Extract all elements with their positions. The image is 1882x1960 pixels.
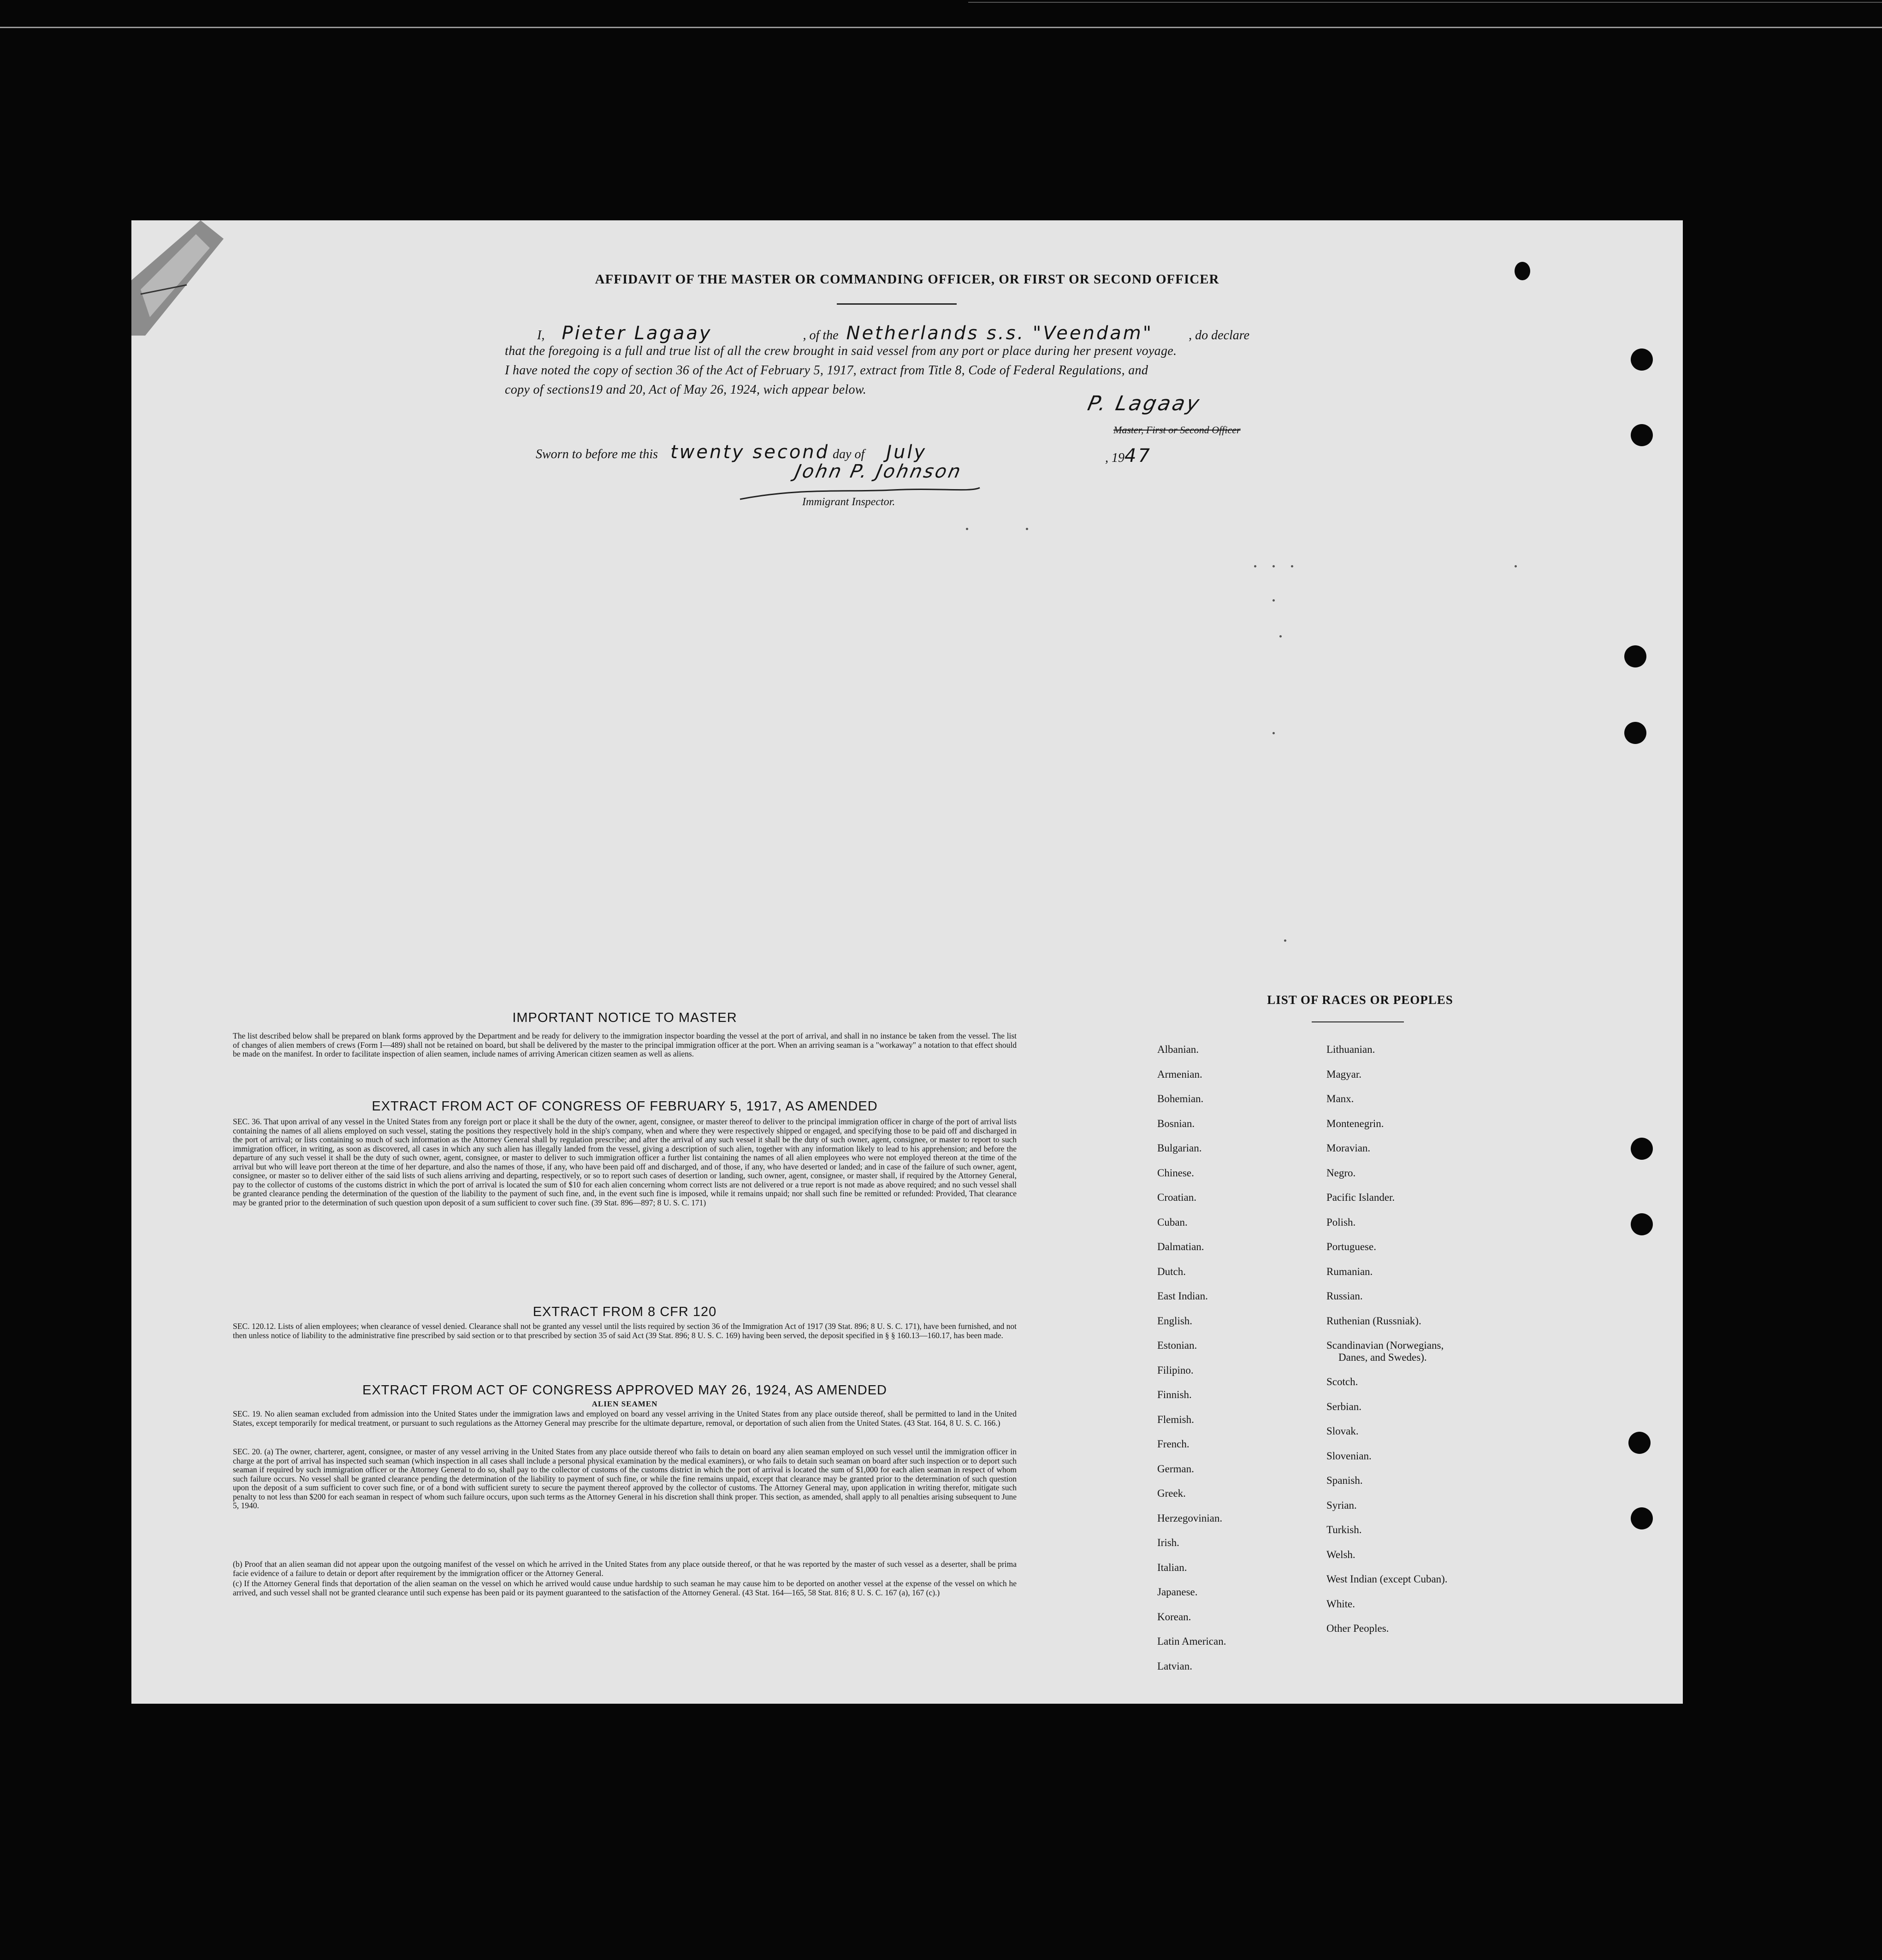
race-item: Magyar. xyxy=(1326,1068,1362,1080)
scan-speck xyxy=(1254,565,1256,567)
year-line xyxy=(1105,445,1152,466)
extract-1924-subtitle: ALIEN SEAMEN xyxy=(592,1399,658,1408)
extract-1924-sec20c: (c) If the Attorney General finds that deportation of the alien seaman on the vessel on which he arrived would cause undue hardship to such seaman he may cause him to be deported on another vessel at the expense of the vessel on which he arrived, and such vessel shall not be granted clearance until such expense has been paid or its payment guaranteed to the satisfaction of the Attorney General. (43 Stat. 164—165, 58 Stat. 816; 8 U. S. C. 167 (a), 167 (c).) xyxy=(233,1579,1017,1597)
race-item: Russian. xyxy=(1326,1290,1363,1302)
race-item: Filipino. xyxy=(1157,1364,1194,1376)
race-item: Scandinavian (Norwegians, xyxy=(1326,1340,1444,1351)
race-item: German. xyxy=(1157,1463,1194,1475)
sworn-line xyxy=(536,442,927,463)
declaration-line-3: I have noted the copy of section 36 of the Act of February 5, 1917, extract from Title 8, Code of Federal Regulations, and xyxy=(505,363,1148,378)
declaration-line-4: copy of sections19 and 20, Act of May 26, 1924, wich appear below. xyxy=(505,383,866,397)
race-item: Moravian. xyxy=(1326,1142,1371,1154)
master-name: Pieter Lagaay xyxy=(562,323,712,344)
race-item: Bulgarian. xyxy=(1157,1142,1202,1154)
race-item: Finnish. xyxy=(1157,1389,1192,1400)
inspector-signature: John P. Johnson xyxy=(793,461,965,482)
race-item: Pacific Islander. xyxy=(1326,1192,1395,1203)
race-item: Polish. xyxy=(1326,1216,1356,1228)
extract-1917-text: SEC. 36. That upon arrival of any vessel in the United States from any foreign port or place it shall be the duty of the owner, agent, consignee, or master thereof to deliver to the principal immigration officer in charge of the port of arrival lists containing the names of all aliens employed on such vessel, stating the positions they respectively hold in the ship's company, when and where they were respectively shipped or engaged, and specifying those to be paid off and discharged in the port of arrival; or lists containing so much of such information as the Attorney General shall by regulation prescribe; and after the arrival of any such vessel it shall be the duty of such owner, agent, consignee, or master to report to such immigration officer, in writing, as soon as discovered, all cases in which any such alien has illegally landed from the vessel, giving a description of such alien, together with any information likely to lead to his apprehension; and before the departure of any such vessel it shall be the duty of such owner, agent, consignee, or master to deliver to such immigration officer a further list containing the names of all alien employees who were not employed thereon at the time of the arrival but who will leave port thereon at the time of her departure, and also the names of those, if any, who have been paid off and discharged, and of those, if any, who have deserted or landed; and in case of the failure of such owner, agent, consignee, or master so to deliver either of the said lists of such aliens arriving and departing, respectively, or so to report such cases of desertion or landing, such owner, agent, consignee, or master shall, if required by the Attorney General, pay to the collector of customs of the customs district in which the port of arrival is located the sum of $10 for each alien concerning whom correct lists are not delivered or a true report is not made as above required; and no such vessel shall be granted clearance pending the determination of the question of the liability to the payment of such fine, and, in the event such fine is imposed, while it remains unpaid; nor shall such fine be remitted or refunded: Provided, That clearance may be granted prior to the determination of such question upon deposit of a sum sufficient to cover such fine. (39 Stat. 896—897; 8 U. S. C. 171) xyxy=(233,1117,1017,1207)
extract-1924-sec20a: SEC. 20. (a) The owner, charterer, agent, consignee, or master of any vessel arriving in the United States from any place outside thereof who fails to detain on board any alien seaman employed on such vessel until the immigration officer in charge at the port of arrival has inspected such seaman (which inspection in all cases shall include a personal physical examination by the medical examiners), or who fails to detain such seaman on board after such inspection or to deport such seaman if required by such immigration officer or the Attorney General to do so, shall pay to the collector of customs of the customs district in which the port of arrival is located the sum of $1,000 for each alien seaman in respect of whom such failure occurs. No vessel shall be granted clearance pending the determination of the liability to payment of such fine, or while the fine remains unpaid, except that clearance may be granted prior to the determination of such question upon the deposit of a sum sufficient to cover such fine, or of a bond with sufficient surety to secure the payment thereof approved by the collector of customs. The Attorney General may, upon application in writing therefor, mitigate such penalty to not less than $200 for each seaman in respect of whom such failure occurs, upon such terms as the Attorney General in his discretion shall think proper. This section, as amended, shall apply to all penalties arising subsequent to June 5, 1940. xyxy=(233,1447,1017,1510)
race-item: Slovak. xyxy=(1326,1425,1359,1437)
day-of-label: day of xyxy=(833,447,865,461)
race-item: Bohemian. xyxy=(1157,1093,1204,1104)
scan-speck xyxy=(1026,528,1028,530)
notice-title: IMPORTANT NOTICE TO MASTER xyxy=(512,1010,737,1025)
race-item: Cuban. xyxy=(1157,1216,1188,1228)
do-declare-label: , do declare xyxy=(1189,328,1250,342)
race-item: Dutch. xyxy=(1157,1265,1186,1277)
race-item: East Indian. xyxy=(1157,1290,1208,1302)
extract-1917-title: EXTRACT FROM ACT OF CONGRESS OF FEBRUARY 5, 1917, AS AMENDED xyxy=(372,1099,878,1114)
race-item: Other Peoples. xyxy=(1326,1623,1389,1634)
race-item: Rumanian. xyxy=(1326,1265,1373,1277)
race-item: Syrian. xyxy=(1326,1499,1357,1511)
affidavit-title: AFFIDAVIT OF THE MASTER OR COMMANDING OFFICER, OR FIRST OR SECOND OFFICER xyxy=(595,272,1219,287)
race-item: West Indian (except Cuban). xyxy=(1326,1573,1448,1585)
inspector-role: Immigrant Inspector. xyxy=(802,496,895,508)
extract-1924-title: EXTRACT FROM ACT OF CONGRESS APPROVED MAY 26, 1924, AS AMENDED xyxy=(362,1383,887,1398)
race-item: Herzegovinian. xyxy=(1157,1512,1223,1524)
punch-hole xyxy=(1628,1432,1651,1454)
race-item: Chinese. xyxy=(1157,1167,1194,1179)
races-right-column xyxy=(1326,1037,1448,1641)
master-role-text: Master, First or Second Officer xyxy=(1113,424,1241,436)
of-the-label: , of the xyxy=(803,328,839,342)
punch-hole xyxy=(1624,645,1646,667)
scan-edge-line xyxy=(968,2,1882,3)
race-item: Croatian. xyxy=(1157,1192,1196,1203)
race-item: Bosnian. xyxy=(1157,1117,1195,1129)
race-item: Slovenian. xyxy=(1326,1450,1372,1462)
race-item: Flemish. xyxy=(1157,1413,1194,1425)
scan-speck xyxy=(1291,565,1293,567)
race-item: Greek. xyxy=(1157,1488,1186,1499)
punch-hole xyxy=(1631,1138,1653,1160)
title-rule xyxy=(837,303,957,305)
punch-hole xyxy=(1631,424,1653,446)
extract-8cfr-text: SEC. 120.12. Lists of alien employees; when clearance of vessel denied. Clearance shall not be granted any vessel until the lists required by section 36 of the Immigration Act of 1917 (39 Stat. 896; 8 U. S. C. 171), have been furnished, and not then unless notice of liability to the administrative fine prescribed by said section or to that prescribed by section 35 of said Act (39 Stat. 896; 8 U. S. C. 169) having been served, the deposit specified in § § 160.13—160.17, has been made. xyxy=(233,1322,1017,1340)
scan-speck xyxy=(966,528,968,530)
extract-1924-sec20b: (b) Proof that an alien seaman did not appear upon the outgoing manifest of the vessel on which he arrived in the United States from any place outside thereof, or that he was reported by the master of such vessel as a deserter, shall be prima facie evidence of a failure to detain or deport after requirement by the immigration officer or the Attorney General. xyxy=(233,1559,1017,1578)
punch-hole xyxy=(1631,1507,1653,1529)
race-item: Manx. xyxy=(1326,1093,1354,1104)
scan-speck xyxy=(1284,939,1286,942)
race-item: Portuguese. xyxy=(1326,1241,1376,1252)
race-item: Japanese. xyxy=(1157,1586,1198,1598)
race-item: Armenian. xyxy=(1157,1068,1202,1080)
declaration-line-2: that the foregoing is a full and true list of all the crew brought in said vessel from any port or place during her present voyage. xyxy=(505,344,1177,358)
scan-speck xyxy=(1279,635,1282,638)
race-item: Italian. xyxy=(1157,1561,1187,1573)
race-item: Welsh. xyxy=(1326,1548,1355,1560)
race-item: Lithuanian. xyxy=(1326,1044,1375,1055)
race-item: Montenegrin. xyxy=(1326,1117,1384,1129)
master-signature: P. Lagaay xyxy=(1085,392,1203,415)
races-left-column xyxy=(1157,1037,1226,1678)
scan-speck xyxy=(1272,599,1275,602)
race-item: Danes, and Swedes). xyxy=(1338,1352,1427,1363)
race-item: Albanian. xyxy=(1157,1044,1199,1055)
race-item: English. xyxy=(1157,1315,1193,1327)
scan-speck xyxy=(1515,565,1517,567)
race-item: Estonian. xyxy=(1157,1340,1197,1351)
race-item: Dalmatian. xyxy=(1157,1241,1204,1252)
race-item: White. xyxy=(1326,1598,1355,1610)
race-item: Latin American. xyxy=(1157,1635,1226,1647)
master-role xyxy=(1113,424,1241,436)
race-item: Negro. xyxy=(1326,1167,1356,1179)
year-prefix: , 19 xyxy=(1105,451,1124,465)
scan-speck xyxy=(1272,565,1275,567)
punch-hole xyxy=(1631,348,1653,371)
scan-edge-line xyxy=(0,27,1882,28)
race-item: French. xyxy=(1157,1438,1190,1450)
i-label: I, xyxy=(537,328,545,342)
race-item: Irish. xyxy=(1157,1537,1179,1548)
extract-8cfr-title: EXTRACT FROM 8 CFR 120 xyxy=(533,1305,717,1319)
punch-hole xyxy=(1631,1213,1653,1235)
manifest-sheet xyxy=(131,220,1683,1704)
race-item: Scotch. xyxy=(1326,1376,1358,1387)
year-suffix: 47 xyxy=(1124,445,1152,466)
race-item: Turkish. xyxy=(1326,1524,1362,1535)
race-item: Korean. xyxy=(1157,1611,1191,1623)
punch-hole xyxy=(1624,722,1646,744)
notice-text: The list described below shall be prepared on blank forms approved by the Department and be ready for delivery to the immigration inspector boarding the vessel at the port of arrival, and shall in no instance be taken from the vessel. The list of changes of alien members of crews (Form I—489) shall not be retained on board, but shall be delivered by the master to the principal immigration officer at the port. When an arriving seaman is a "workaway" a notation to that effect should be made on the manifest. In order to facilitate inspection of alien seamen, include names of arriving American citizen seamen as well as aliens. xyxy=(233,1031,1017,1058)
scan-speck xyxy=(1272,732,1275,734)
race-item: Ruthenian (Russniak). xyxy=(1326,1315,1421,1327)
races-title-rule xyxy=(1312,1021,1404,1022)
declaration-line-1 xyxy=(537,323,1249,344)
race-item: Serbian. xyxy=(1326,1400,1362,1412)
extract-1924-sec19: SEC. 19. No alien seaman excluded from admission into the United States under the immigration laws and employed on board any vessel arriving in the United States from any place outside thereof, shall be permitted to land in the United States, except temporarily for medical treatment, or pursuant to such regulations as the Attorney General may prescribe for the ultimate departure, removal, or deportation of such alien from the United States. (43 Stat. 164, 8 U. S. C. 166.) xyxy=(233,1409,1017,1428)
vessel-name: Netherlands s.s. "Veendam" xyxy=(846,323,1154,344)
sworn-label: Sworn to before me this xyxy=(536,447,658,461)
race-item: Spanish. xyxy=(1326,1475,1363,1486)
races-title: LIST OF RACES OR PEOPLES xyxy=(1267,993,1453,1007)
race-item: Latvian. xyxy=(1157,1660,1192,1672)
sworn-day: twenty second xyxy=(670,442,830,463)
sworn-month: July xyxy=(886,442,927,463)
